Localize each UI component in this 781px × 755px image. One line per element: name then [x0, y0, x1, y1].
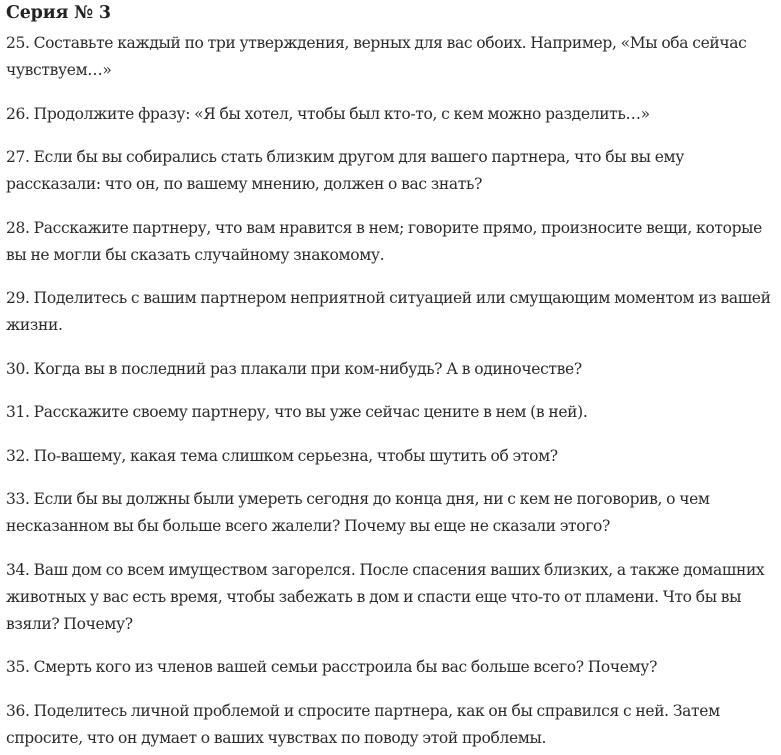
question-item: 31. Расскажите своему партнеру, что вы уже сейчас цените в нем (в ней).: [6, 403, 588, 421]
question-item: 34. Ваш дом со всем имуществом загорелся. После спасения ваших близких, а также домашних животных у вас есть время, чтобы забежать в дом и спасти еще что-то от пламени. Что бы вы взяли? Почему?: [6, 560, 765, 633]
question-item: 36. Поделитесь личной проблемой и спросите партнера, как он бы справился с ней. Затем спросите, что он думает о ваших чувствах по поводу этой проблемы.: [6, 701, 720, 747]
question-item: 30. Когда вы в последний раз плакали при ком-нибудь? А в одиночестве?: [6, 359, 582, 378]
question-item: 35. Смерть кого из членов вашей семьи расстроила бы вас больше всего? Почему?: [6, 658, 658, 676]
question-item: 27. Если бы вы собирались стать близким другом для вашего партнера, что бы вы ему рассказали: что он, по вашему мнению, должен о вас знать?: [6, 148, 685, 193]
question-item: 29. Поделитесь с вашим партнером неприятной ситуацией или смущающим моментом из вашей жизни.: [6, 289, 771, 334]
question-item: 28. Расскажите партнеру, что вам нравится в нем; говорите прямо, произносите вещи, которые вы не могли бы сказать случайному знакомому.: [6, 218, 762, 264]
question-item: 25. Составьте каждый по три утверждения, верных для вас обоих. Например, «Мы оба сейчас чувствуем…»: [6, 34, 747, 79]
question-item: 33. Если бы вы должны были умереть сегодня до конца дня, ни с кем не поговорив, о чем несказанном вы бы больше всего жалели? Почему вы еще не сказали этого?: [6, 490, 710, 535]
section-title: Серия № 3: [6, 3, 111, 23]
question-item: 26. Продолжите фразу: «Я бы хотел, чтобы был кто-то, с кем можно разделить…»: [6, 104, 650, 123]
question-list: [6, 30, 775, 752]
question-item: 32. По-вашему, какая тема слишком серьезна, чтобы шутить об этом?: [6, 446, 558, 465]
